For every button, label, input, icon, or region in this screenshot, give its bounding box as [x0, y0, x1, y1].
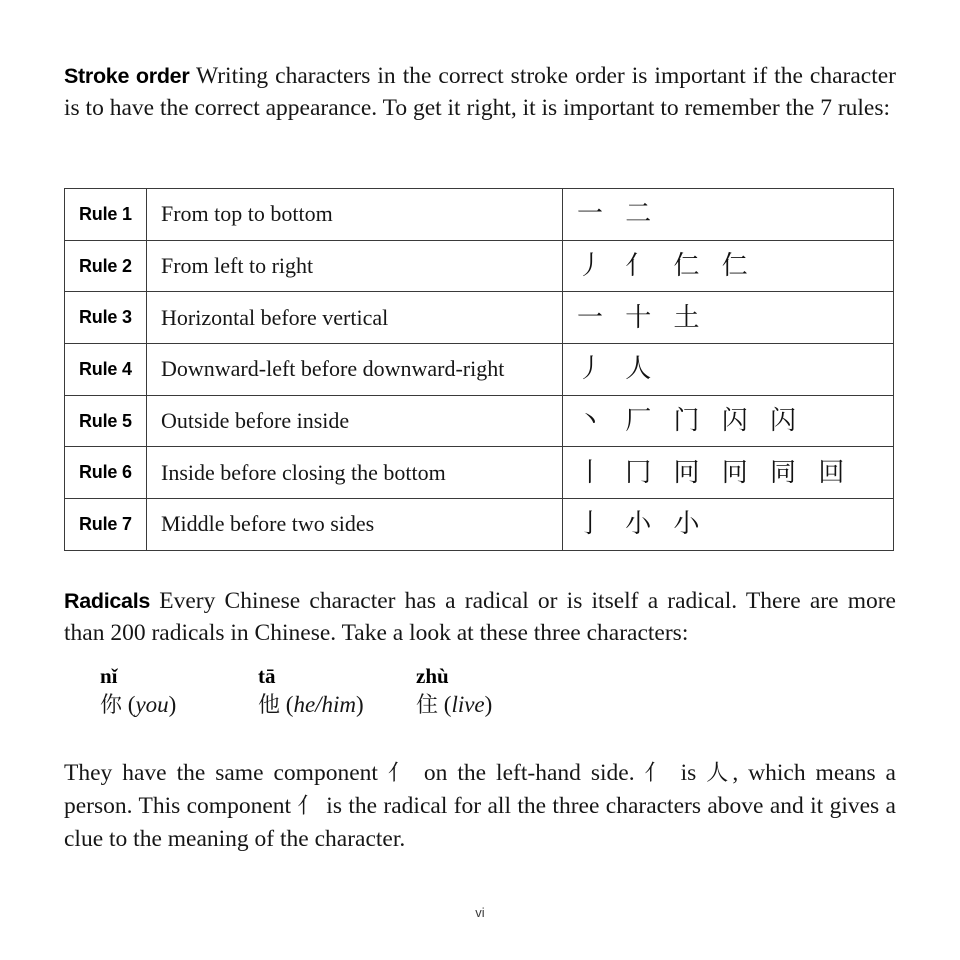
rule-description: From left to right [161, 253, 314, 279]
close-paren: ) [356, 692, 364, 717]
example-pinyin: nǐ [100, 664, 118, 688]
example-item [416, 689, 574, 722]
example-meaning: you [135, 692, 169, 717]
table-row [65, 499, 894, 551]
example-hanzi: 住 [416, 693, 439, 718]
rule-label: Rule 1 [79, 203, 132, 224]
open-paren: ( [127, 692, 136, 717]
rule-description-cell [147, 344, 563, 396]
table-row [65, 292, 894, 344]
rule-description-cell [147, 447, 563, 499]
radical-glyph: 亻 [297, 794, 320, 819]
table-row [65, 395, 894, 447]
example-hanzi: 你 [100, 693, 123, 718]
example-item [100, 689, 258, 722]
closing-text-1: They have the same component [64, 760, 388, 786]
stroke-sequence: 丨 冂 冋 冋 同 回 [577, 457, 852, 488]
stroke-order-intro-text: Writing characters in the correct stroke order is important if the character is to have the correct appearance. To get it right, it is important to remember the 7 rules: [64, 63, 896, 121]
example-pinyin: tā [258, 664, 276, 688]
example-meaning: live [451, 692, 485, 717]
example-gloss [258, 689, 416, 722]
rule-label: Rule 2 [79, 255, 132, 276]
stroke-sequence-cell [563, 292, 894, 344]
radical-glyph: 亻 [644, 761, 671, 786]
stroke-sequence: 亅 小 小 [577, 509, 707, 540]
open-paren: ( [443, 692, 452, 717]
rule-number-cell [65, 292, 147, 344]
closing-text-4: , which means a person. This component [64, 760, 896, 819]
rule-label: Rule 6 [79, 462, 132, 483]
table-row [65, 344, 894, 396]
rule-label: Rule 7 [79, 513, 132, 534]
close-paren: ) [484, 692, 493, 717]
example-item [100, 663, 258, 689]
closing-text-2: on the left-hand side. [413, 760, 645, 786]
page-number: vi [475, 905, 485, 920]
rule-description-cell [147, 240, 563, 292]
stroke-order-table [64, 188, 894, 551]
radicals-heading: Radicals [64, 589, 151, 613]
example-item [258, 663, 416, 689]
example-hanzi: 他 [258, 693, 281, 718]
table-row [65, 447, 894, 499]
closing-text-5: is the radical for all the three characters above and it gives a clue to the meaning of the character. [64, 793, 896, 852]
stroke-sequence-cell [563, 447, 894, 499]
rule-description: From top to bottom [161, 201, 333, 227]
rule-description: Inside before closing the bottom [161, 459, 446, 485]
stroke-sequence-cell [563, 189, 894, 241]
example-meaning: he/him [293, 692, 357, 717]
radicals-closing-paragraph [64, 757, 896, 855]
stroke-order-heading: Stroke order [64, 64, 190, 88]
character-examples [100, 663, 896, 722]
rule-description: Downward-left before downward-right [161, 356, 505, 382]
rule-number-cell [65, 189, 147, 241]
stroke-sequence-cell [563, 344, 894, 396]
rule-description-cell [147, 499, 563, 551]
example-gloss [416, 689, 574, 722]
example-gloss [100, 689, 258, 722]
rule-number-cell [65, 395, 147, 447]
rule-description-cell [147, 292, 563, 344]
radical-glyph: 亻 [387, 761, 414, 786]
radicals-intro-text: Every Chinese character has a radical or is itself a radical. There are more than 200 radicals in Chinese. Take a look at these three characters: [64, 588, 896, 646]
example-item [416, 663, 574, 689]
rule-description: Middle before two sides [161, 511, 375, 537]
rule-description-cell [147, 189, 563, 241]
rule-description-cell [147, 395, 563, 447]
stroke-sequence: 丿 亻 仁 仁 [577, 251, 755, 282]
rule-number-cell [65, 499, 147, 551]
close-paren: ) [168, 692, 177, 717]
stroke-sequence-cell [563, 395, 894, 447]
rule-label: Rule 3 [79, 307, 132, 328]
rule-number-cell [65, 240, 147, 292]
stroke-sequence: 丿 人 [577, 354, 659, 385]
table-row [65, 189, 894, 241]
rule-number-cell [65, 447, 147, 499]
example-pinyin: zhù [416, 664, 449, 688]
example-character-row [100, 689, 896, 722]
rule-description: Horizontal before vertical [161, 304, 389, 330]
document-page [64, 0, 896, 960]
stroke-sequence: 丶 厂 门 闪 闪 [577, 406, 804, 437]
open-paren: ( [285, 692, 294, 717]
stroke-sequence-cell [563, 240, 894, 292]
rule-label: Rule 5 [79, 410, 132, 431]
stroke-order-intro-paragraph [64, 60, 896, 124]
closing-text-3: is [670, 760, 707, 786]
radicals-intro-paragraph [64, 585, 896, 649]
example-pinyin-row [100, 663, 896, 689]
stroke-sequence-cell [563, 499, 894, 551]
stroke-sequence: 一 二 [577, 199, 659, 230]
stroke-sequence: 一 十 土 [577, 302, 707, 333]
table-row [65, 240, 894, 292]
rule-number-cell [65, 344, 147, 396]
person-character-glyph: 人 [706, 761, 733, 786]
example-item [258, 689, 416, 722]
rule-label: Rule 4 [79, 358, 132, 379]
rule-description: Outside before inside [161, 408, 350, 434]
